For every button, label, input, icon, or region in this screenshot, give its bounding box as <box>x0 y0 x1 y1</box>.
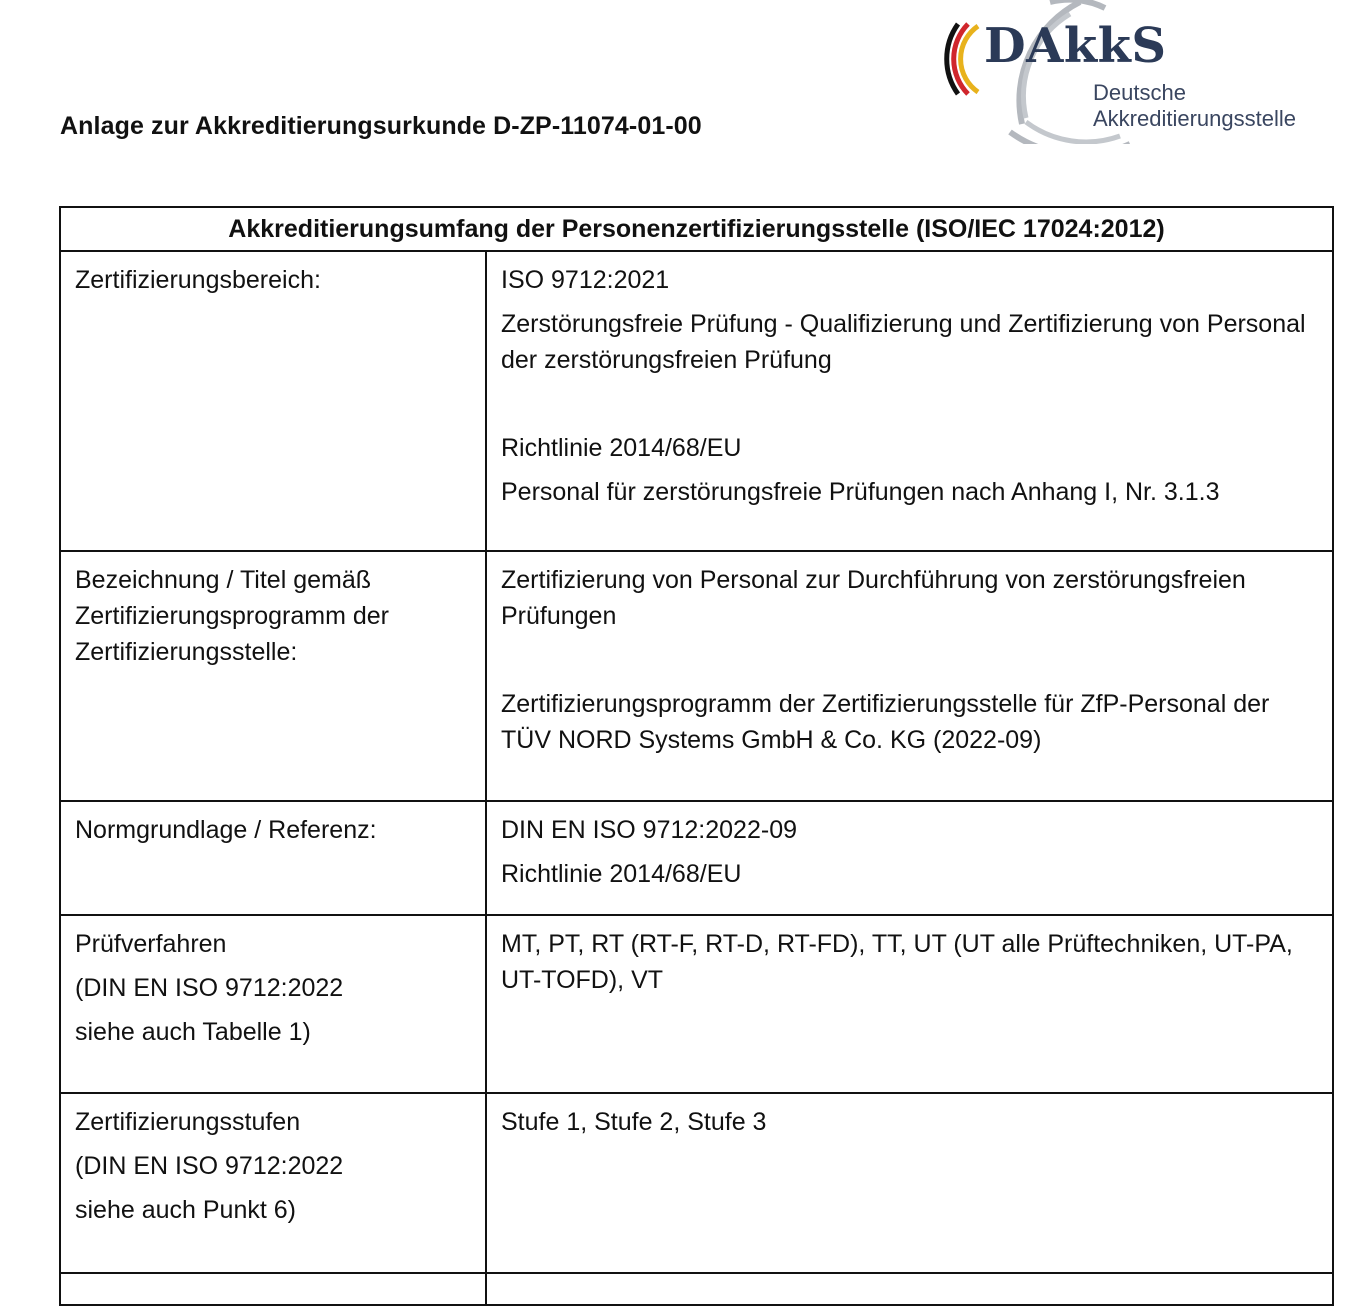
table-row <box>60 251 1333 551</box>
row-value <box>486 1273 1333 1305</box>
row-label <box>60 1273 486 1305</box>
row-value <box>486 551 1333 801</box>
label-line: Zertifizierungsbereich: <box>75 266 321 294</box>
table-row <box>60 1093 1333 1273</box>
table-row <box>60 1273 1333 1305</box>
label-line: Bezeichnung / Titel gemäß Zertifizierungsprogramm der Zertifizierungsstelle: <box>75 566 389 666</box>
label-line: Prüfverfahren <box>75 930 227 958</box>
table-row <box>60 801 1333 915</box>
label-line: Zertifizierungsstufen <box>75 1108 301 1136</box>
value-line: Zertifizierungsprogramm der Zertifizierungsstelle für ZfP-Personal der TÜV NORD Systems GmbH & Co. KG (2022-09) <box>501 690 1270 754</box>
table-row <box>60 915 1333 1093</box>
dakks-wordmark: DAkkS <box>984 18 1167 74</box>
row-value <box>486 801 1333 915</box>
row-value <box>486 915 1333 1093</box>
row-label <box>60 915 486 1093</box>
value-line: Personal für zerstörungsfreie Prüfungen nach Anhang I, Nr. 3.1.3 <box>501 478 1220 506</box>
row-label <box>60 1093 486 1273</box>
table-row <box>60 551 1333 801</box>
dakks-subtitle-line2: Akkreditierungsstelle <box>1093 106 1296 131</box>
document-title: Anlage zur Akkreditierungsurkunde D-ZP-11074-01-00 <box>60 112 702 140</box>
label-line: (DIN EN ISO 9712:2022 <box>75 1152 344 1180</box>
row-value <box>486 251 1333 551</box>
accreditation-scope-table <box>59 206 1334 1306</box>
row-label <box>60 801 486 915</box>
value-line: DIN EN ISO 9712:2022-09 <box>501 816 797 844</box>
dakks-logo <box>930 0 1330 144</box>
label-line: (DIN EN ISO 9712:2022 <box>75 974 344 1002</box>
value-line: Richtlinie 2014/68/EU <box>501 434 742 462</box>
label-line: siehe auch Tabelle 1) <box>75 1018 311 1046</box>
label-line: siehe auch Punkt 6) <box>75 1196 296 1224</box>
row-label <box>60 551 486 801</box>
value-line: MT, PT, RT (RT-F, RT-D, RT-FD), TT, UT (UT alle Prüftechniken, UT-PA, UT-TOFD), VT <box>501 930 1293 994</box>
value-line: Zertifizierung von Personal zur Durchführung von zerstörungsfreien Prüfungen <box>501 566 1246 630</box>
value-line: ISO 9712:2021 <box>501 266 670 294</box>
dakks-subtitle-line1: Deutsche <box>1093 80 1186 105</box>
value-line: Richtlinie 2014/68/EU <box>501 860 742 888</box>
label-line: Normgrundlage / Referenz: <box>75 816 377 844</box>
value-line: Zerstörungsfreie Prüfung - Qualifizierung und Zertifizierung von Personal der zerstörungsfreien Prüfung <box>501 310 1306 374</box>
table-heading: Akkreditierungsumfang der Personenzertifizierungsstelle (ISO/IEC 17024:2012) <box>60 207 1333 251</box>
value-line: Stufe 1, Stufe 2, Stufe 3 <box>501 1108 767 1136</box>
row-label <box>60 251 486 551</box>
row-value <box>486 1093 1333 1273</box>
